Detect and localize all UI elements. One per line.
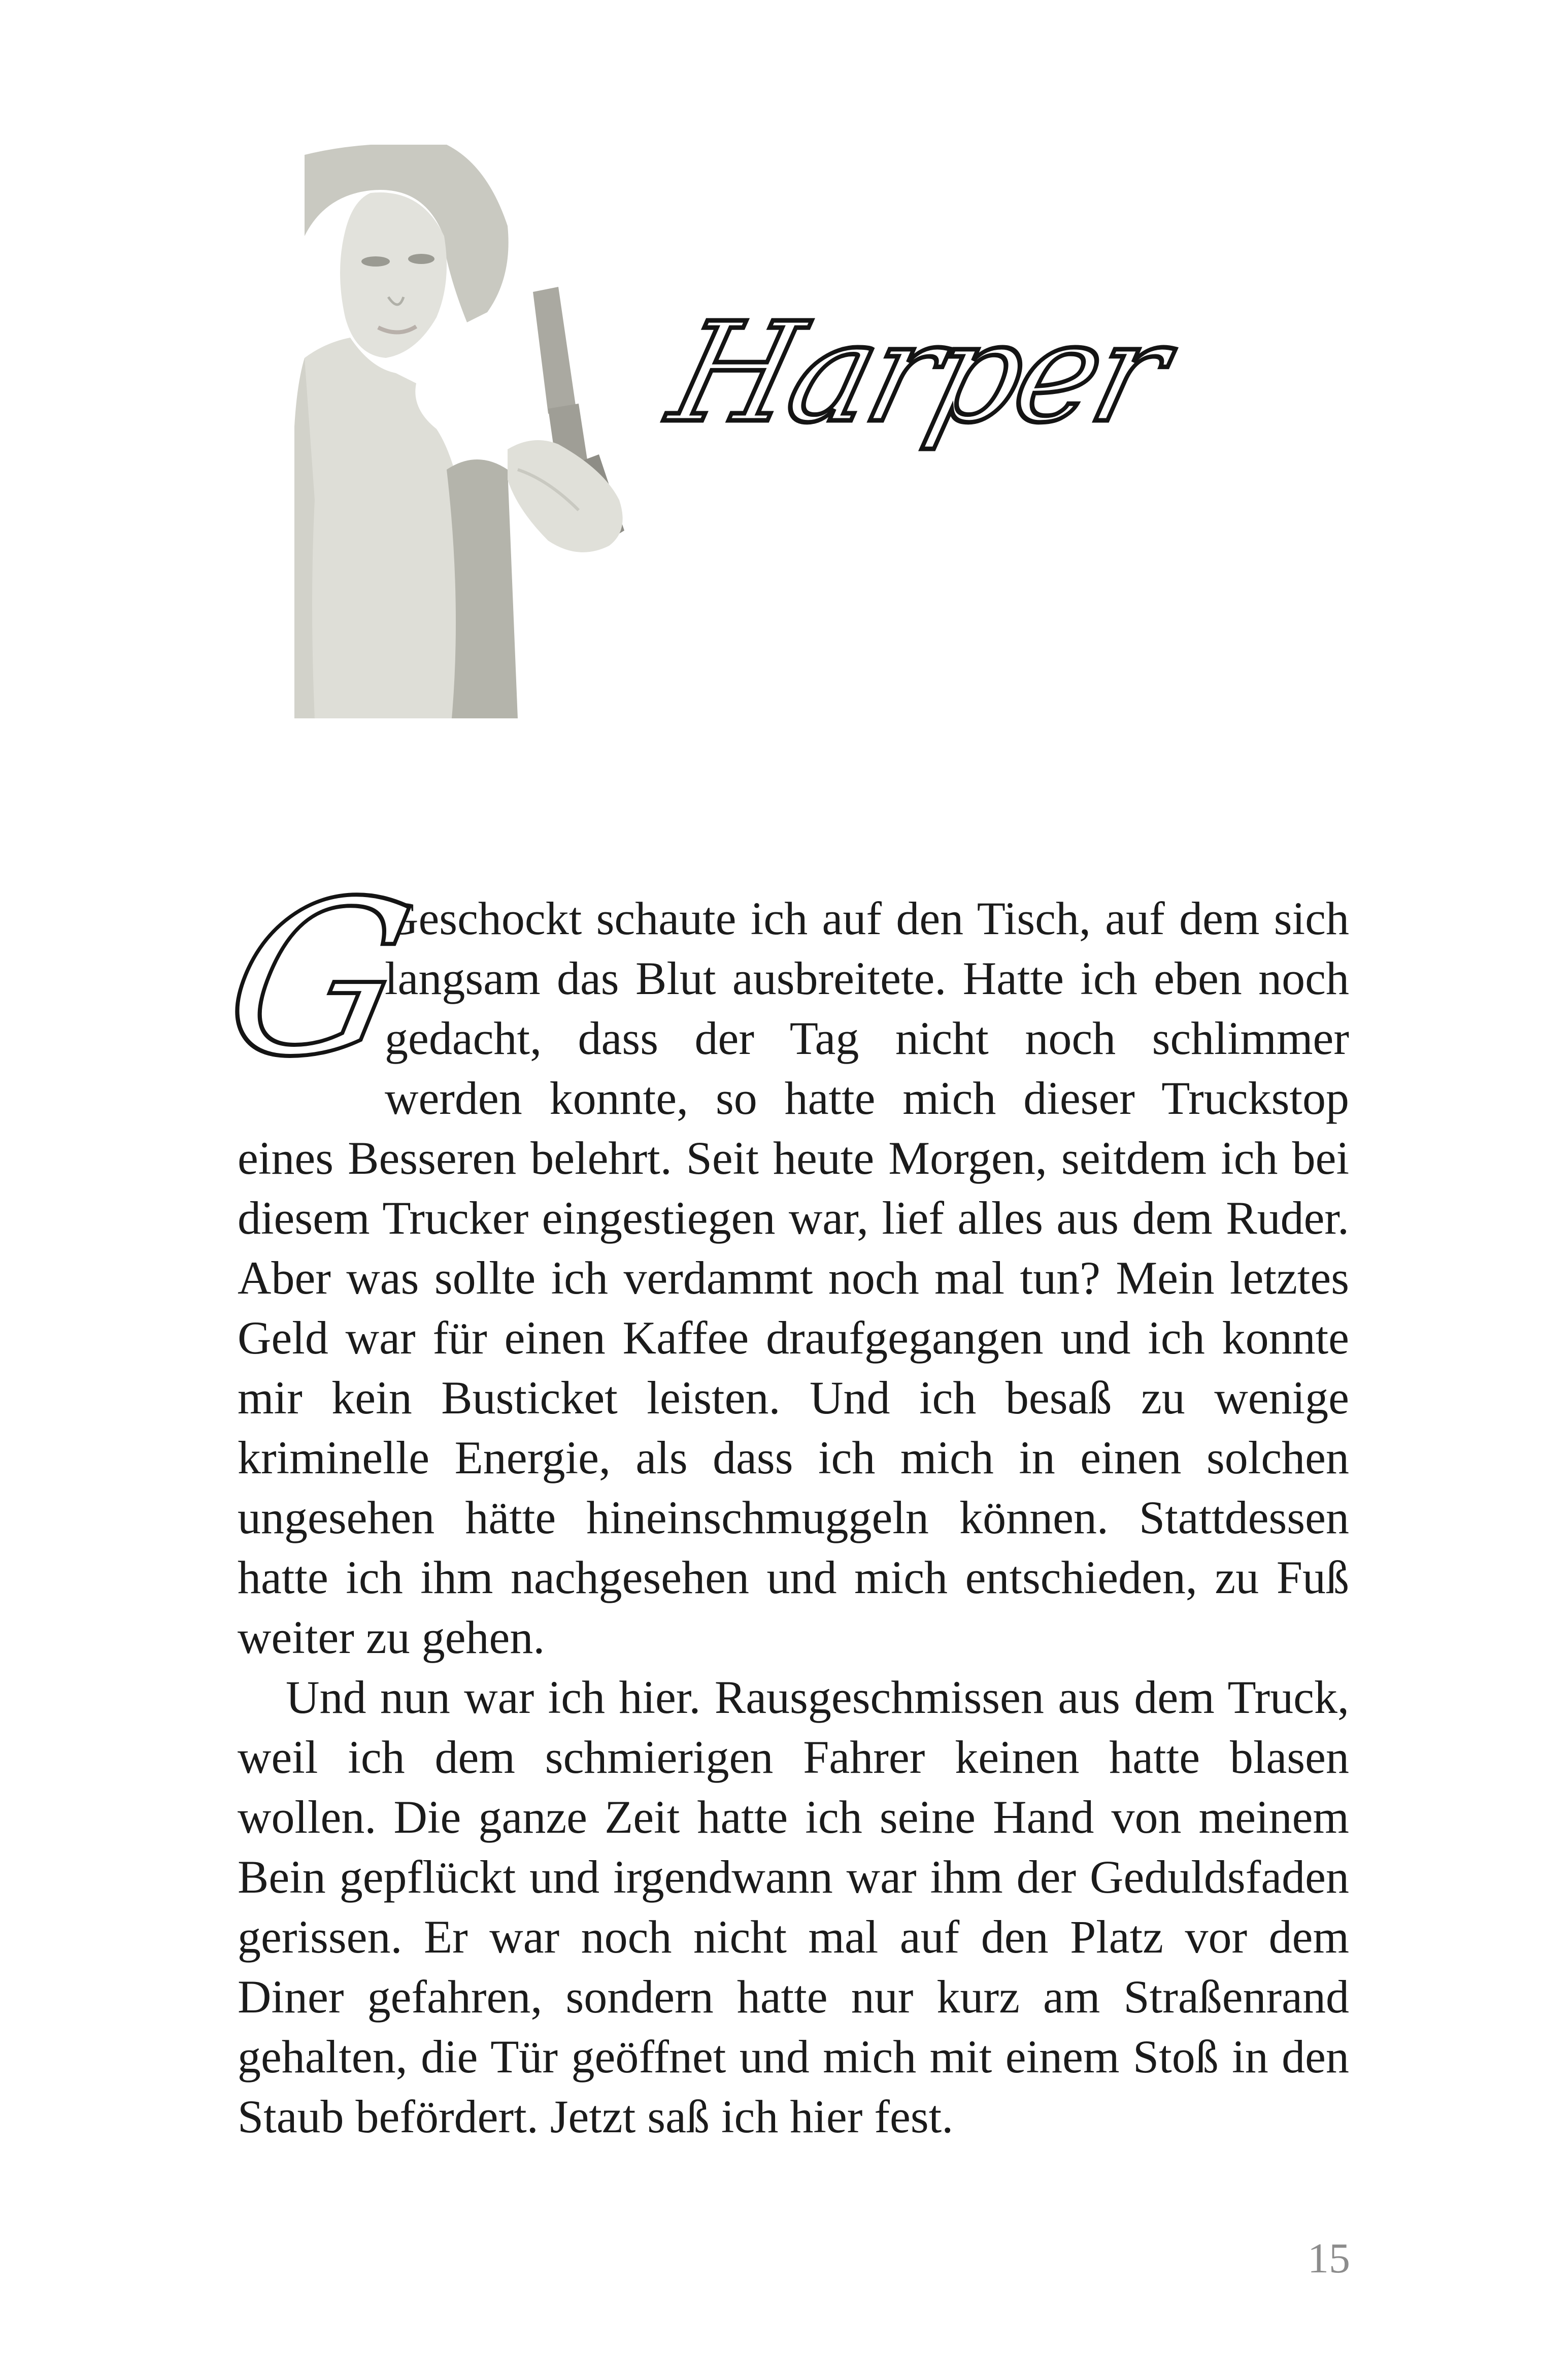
drop-cap-letter: G	[206, 855, 429, 1104]
paragraph-2: Und nun war ich hier. Rausgeschmissen aus dem Truck, weil ich dem schmierigen Fahrer keinen hatte blasen wollen. Die ganze Zeit hatte ich seine Hand von meinem Bein gepflückt und irgendwann war ihm der Geduldsfaden gerissen. Er war noch nicht mal auf den Platz vor dem Diner gefahren, sondern hatte nur kurz am Straßenrand gehalten, die Tür geöffnet und mich mit einem Stoß in den Staub befördert. Jetzt saß ich hier fest.	[238, 1671, 1349, 2142]
paragraph-1	[206, 855, 1349, 1667]
page-number: 15	[1308, 2235, 1350, 2282]
drop-cap	[206, 855, 429, 1104]
chapter-text	[206, 855, 1349, 2146]
chapter-title: Harper	[657, 293, 1180, 453]
paragraph-text: Geschockt schaute ich auf den Tisch, auf dem sich langsam das Blut ausbreitete. Hatte ich eben noch gedacht, dass der Tag nicht noch schlimmer werden konnte, so hatte mich dieser Truckstop eines Besseren belehrt. Seit heute Morgen, seitdem ich bei diesem Trucker eingestiegen war, lief alles aus dem Ruder. Aber was sollte ich verdammt noch mal tun? Mein letztes Geld war für einen Kaffee draufgegangen und ich konnte mir kein Busticket leisten. Und ich besaß zu wenige kriminelle Energie, als dass ich mich in einen solchen ungesehen hätte hineinschmuggeln können. Stattdessen hatte ich ihm nachgesehen und mich entschieden, zu Fuß weiter zu gehen.	[238, 892, 1349, 1663]
chapter-illustration-woman-with-pistol	[294, 145, 650, 718]
